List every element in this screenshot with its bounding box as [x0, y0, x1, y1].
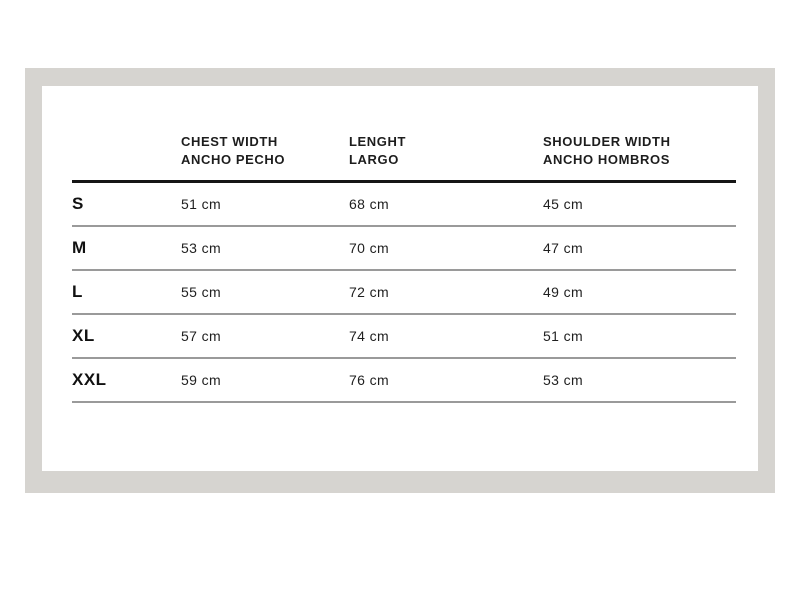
- shoulder-width-value: 53 cm: [543, 372, 584, 388]
- column-header-shoulder-width: [543, 133, 736, 169]
- column-header-chest-width-es: ANCHO PECHO: [181, 152, 286, 167]
- table-header-row: [72, 126, 736, 183]
- column-header-shoulder-width-en: SHOULDER WIDTH: [543, 134, 671, 149]
- table-row-xl: [72, 315, 736, 359]
- length-value: 70 cm: [349, 240, 390, 256]
- column-header-chest-width-en: CHEST WIDTH: [181, 134, 278, 149]
- shoulder-width-value: 47 cm: [543, 240, 584, 256]
- chest-width-value: 51 cm: [181, 196, 222, 212]
- table-row-l: [72, 271, 736, 315]
- size-label: M: [72, 238, 87, 257]
- outer-frame: [25, 68, 775, 493]
- length-value: 68 cm: [349, 196, 390, 212]
- size-label: XXL: [72, 370, 107, 389]
- chest-width-value: 59 cm: [181, 372, 222, 388]
- table-row-s: [72, 183, 736, 227]
- table-row-m: [72, 227, 736, 271]
- shoulder-width-value: 49 cm: [543, 284, 584, 300]
- size-label: XL: [72, 326, 95, 345]
- size-chart-card: [42, 86, 758, 471]
- column-header-length: [349, 133, 543, 169]
- length-value: 74 cm: [349, 328, 390, 344]
- length-value: 76 cm: [349, 372, 390, 388]
- size-label: L: [72, 282, 83, 301]
- shoulder-width-value: 45 cm: [543, 196, 584, 212]
- shoulder-width-value: 51 cm: [543, 328, 584, 344]
- chest-width-value: 53 cm: [181, 240, 222, 256]
- column-header-length-es: LARGO: [349, 152, 399, 167]
- size-chart-table: [72, 126, 736, 403]
- length-value: 72 cm: [349, 284, 390, 300]
- table-row-xxl: [72, 359, 736, 403]
- chest-width-value: 57 cm: [181, 328, 222, 344]
- column-header-chest-width: [181, 133, 349, 169]
- column-header-shoulder-width-es: ANCHO HOMBROS: [543, 152, 670, 167]
- column-header-length-en: LENGHT: [349, 134, 407, 149]
- chest-width-value: 55 cm: [181, 284, 222, 300]
- size-label: S: [72, 194, 84, 213]
